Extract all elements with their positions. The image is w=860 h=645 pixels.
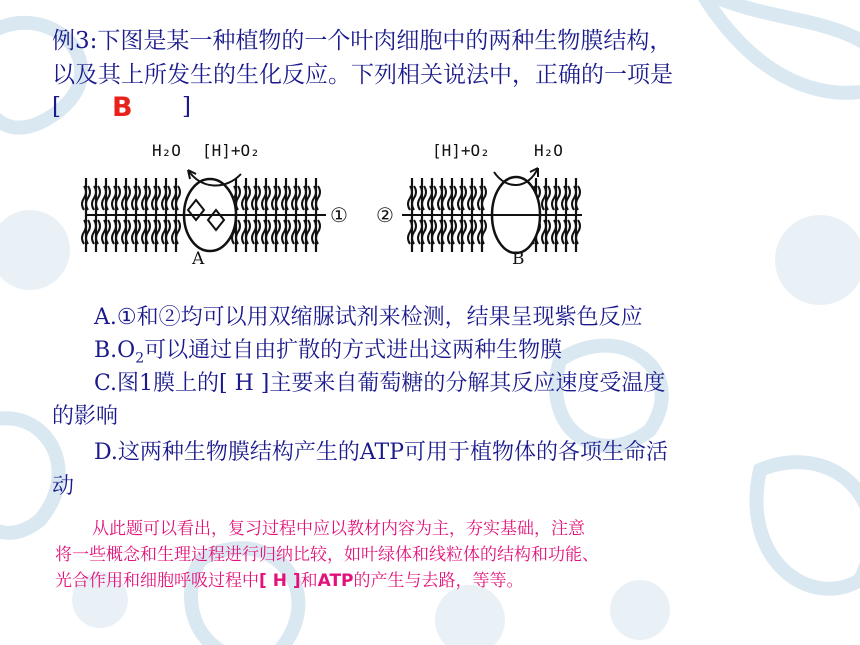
note-line-3-a: 光合作用和细胞呼吸过程中 <box>55 571 259 591</box>
membrane-figure <box>76 130 588 272</box>
option-a: A.①和②均可以用双缩脲试剂来检测，结果呈现紫色反应 <box>94 305 643 330</box>
option-b-subscript: 2 <box>135 350 145 367</box>
membrane-a <box>82 141 326 269</box>
answer-bracket-close: ] <box>182 94 191 120</box>
option-b <box>94 336 562 373</box>
label-h2o-right: H₂O <box>534 141 563 160</box>
answer-letter: B <box>112 92 133 123</box>
answer-bracket-open: [ <box>52 94 61 120</box>
membrane-b-label: B <box>512 249 525 269</box>
note-line-2: 将一些概念和生理过程进行归纳比较，如叶绿体和线粒体的结构和功能、 <box>55 545 599 565</box>
option-b-suffix: 可以通过自由扩散的方式进出这两种生物膜 <box>144 338 563 363</box>
membrane-b <box>402 141 582 269</box>
question-line-2: 以及其上所发生的生化反应。下列相关说法中，正确的一项是 <box>52 62 673 88</box>
note-line-3 <box>55 569 524 593</box>
note-line-1: 从此题可以看出，复习过程中应以教材内容为主，夯实基础，注意 <box>92 519 585 539</box>
note-line-3-b: 和 <box>300 571 318 591</box>
option-d-line-1: D.这两种生物膜结构产生的ATP可用于植物体的各项生命活 <box>94 440 669 465</box>
option-c-line-2: 的影响 <box>52 404 119 429</box>
option-b-prefix: B.O <box>94 338 136 363</box>
note-atp-term: ATP <box>317 571 354 591</box>
label-reactants-right: [H]+O₂ <box>432 141 490 160</box>
marker-1: ① <box>330 203 348 227</box>
option-d-line-2: 动 <box>52 474 75 499</box>
note-h-term: [ H ] <box>259 571 301 591</box>
membrane-diagram <box>76 130 588 272</box>
marker-2: ② <box>376 203 394 227</box>
membrane-a-label: A <box>192 249 205 269</box>
question-line-1: 例3:下图是某一种植物的一个叶肉细胞中的两种生物膜结构， <box>52 28 673 54</box>
note-line-3-c: 的产生与去路，等等。 <box>353 571 524 591</box>
label-h2o-left: H₂O <box>152 141 181 160</box>
label-reactants-left: [H]+O₂ <box>202 141 260 160</box>
option-c-line-1: C.图1膜上的[ H ]主要来自葡萄糖的分解其反应速度受温度 <box>94 371 666 396</box>
